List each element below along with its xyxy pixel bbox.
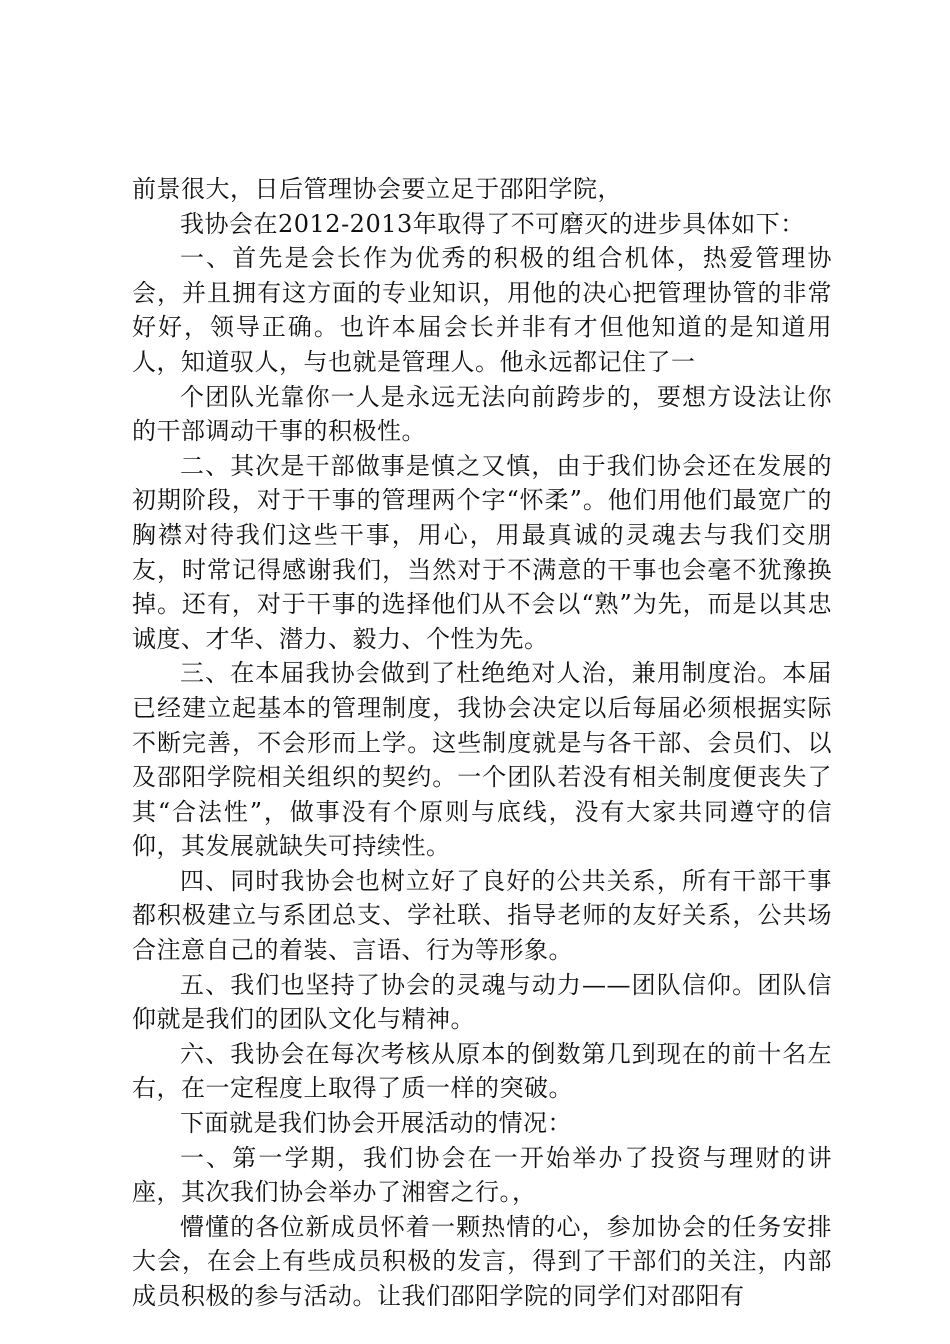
paragraph-2: 我协会在2012-2013年取得了不可磨灭的进步具体如下：: [180, 209, 805, 238]
paragraph-8: 五、我们也坚持了协会的灵魂与动力——团队信仰。团队信仰就是我们的团队文化与精神。: [132, 970, 832, 1034]
paragraph-12: 懵懂的各位新成员怀着一颗热情的心，参加协会的任务安排大会，在会上有些成员积极的发言，得到了干部们的关注，内部成员积极的参与活动。让我们邵阳学院的同学们对邵阳有: [132, 1212, 832, 1310]
paragraph-3: 一、首先是会长作为优秀的积极的组合机体，热爱管理协会，并且拥有这方面的专业知识，用他的决心把管理协管的非常好好，领导正确。也许本届会长并非有才但他知道的是知道用人，知道驭人，与也就是管理人。他永远都记住了一: [132, 244, 832, 376]
paragraph-10: 下面就是我们协会开展活动的情况：: [180, 1109, 572, 1138]
paragraph-4: 个团队光靠你一人是永远无法向前跨步的，要想方设法让你的干部调动干事的积极性。: [132, 382, 832, 446]
document-body: [132, 172, 832, 1314]
paragraph-9: 六、我协会在每次考核从原本的倒数第几到现在的前十名左右，在一定程度上取得了质一样的突破。: [132, 1039, 832, 1103]
paragraph-6: 三、在本届我协会做到了杜绝绝对人治，兼用制度治。本届已经建立起基本的管理制度，我协会决定以后每届必须根据实际不断完善，不会形而上学。这些制度就是与各干部、会员们、以及邵阳学院相关组织的契约。一个团队若没有相关制度便丧失了其“合法性”，做事没有个原则与底线，没有大家共同遵守的信仰，其发展就缺失可持续性。: [132, 659, 832, 861]
paragraph-11: 一、第一学期，我们协会在一开始举办了投资与理财的讲座，其次我们协会举办了湘窖之行。，: [132, 1143, 832, 1207]
paragraph-1: 前景很大，日后管理协会要立足于邵阳学院，: [132, 175, 622, 203]
paragraph-5: 二、其次是干部做事是慎之又慎，由于我们协会还在发展的初期阶段，对于干事的管理两个字“怀柔”。他们用他们最宽广的胸襟对待我们这些干事，用心，用最真诚的灵魂去与我们交朋友，时常记得感谢我们，当然对于不满意的干事也会毫不犹豫换掉。还有，对于干事的选择他们从不会以“熟”为先，而是以其忠诚度、才华、潜力、毅力、个性为先。: [132, 451, 832, 653]
paragraph-7: 四、同时我协会也树立好了良好的公共关系，所有干部干事都积极建立与系团总支、学社联、指导老师的友好关系，公共场合注意自己的着装、言语、行为等形象。: [132, 866, 832, 965]
